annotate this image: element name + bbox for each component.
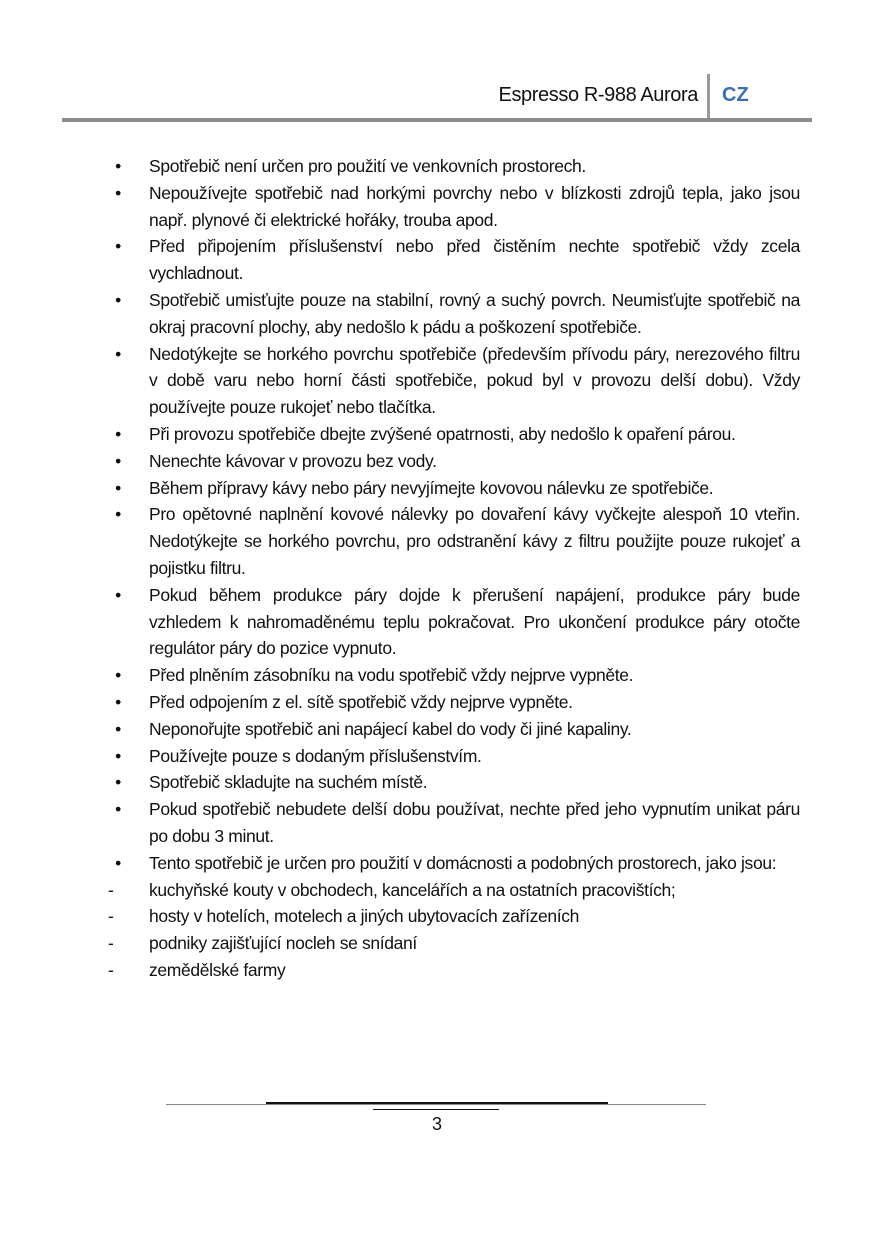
list-item-text: Pokud spotřebič nebudete delší dobu používat, nechte před jeho vypnutím unikat páru po dobu 3 minut.: [149, 799, 800, 846]
bullet-list-item: [108, 501, 800, 581]
list-item-text: Nepoužívejte spotřebič nad horkými povrchy nebo v blízkosti zdrojů tepla, jako jsou např. plynové či elektrické hořáky, trouba apod.: [149, 182, 800, 230]
list-item-text: Tento spotřebič je určen pro použití v domácnosti a podobných prostorech, jako jsou:: [149, 852, 777, 873]
list-item-text: Před připojením příslušenství nebo před čistěním nechte spotřebič vždy zcela vychladnout.: [149, 236, 800, 284]
bullet-marker: •: [115, 343, 121, 364]
bullet-list-item: [108, 475, 800, 502]
list-item-text: zemědělské farmy: [149, 959, 286, 980]
bullet-list-item: [108, 796, 800, 850]
language-code: CZ: [722, 84, 749, 106]
bullet-marker: •: [115, 423, 121, 444]
list-item-text: Při provozu spotřebiče dbejte zvýšené opatrnosti, aby nedošlo k opaření párou.: [149, 423, 736, 444]
list-item-text: kuchyňské kouty v obchodech, kancelářích a na ostatních pracovištích;: [149, 879, 676, 900]
safety-instructions-list: [108, 153, 800, 984]
document-title: Espresso R-988 Aurora: [498, 84, 698, 106]
bullet-list-item: [108, 341, 800, 421]
dash-marker: -: [108, 879, 114, 900]
bullet-marker: •: [115, 772, 121, 793]
dash-marker: -: [108, 906, 114, 927]
dash-list-item: [108, 877, 800, 904]
dash-marker: -: [108, 959, 114, 980]
bullet-marker: •: [115, 236, 121, 257]
list-item-text: podniky zajišťující nocleh se snídaní: [149, 933, 417, 954]
list-item-text: Během přípravy kávy nebo páry nevyjímejte kovovou nálevku ze spotřebiče.: [149, 477, 714, 498]
bullet-list-item: [108, 743, 800, 770]
list-item-text: Nenechte kávovar v provozu bez vody.: [149, 450, 437, 471]
dash-list-item: [108, 930, 800, 957]
list-item-text: Před plněním zásobníku na vodu spotřebič vždy nejprve vypněte.: [149, 665, 634, 686]
list-item-text: Spotřebič není určen pro použití ve venkovních prostorech.: [149, 156, 586, 176]
bullet-list-item: [108, 421, 800, 448]
bullet-list-item: [108, 153, 800, 180]
dash-marker: -: [108, 933, 114, 954]
bullet-list-item: [108, 850, 800, 877]
bullet-list-item: [108, 448, 800, 475]
bullet-marker: •: [115, 182, 121, 203]
bullet-marker: •: [115, 691, 121, 712]
list-item-text: Spotřebič umisťujte pouze na stabilní, rovný a suchý povrch. Neumisťujte spotřebič na okraj pracovní plochy, aby nedošlo k pádu a poškození spotřebiče.: [149, 289, 800, 337]
bullet-list-item: [108, 287, 800, 341]
list-item-text: Pro opětovné naplnění kovové nálevky po dovaření kávy vyčkejte alespoň 10 vteřin. Nedotýkejte se horkého povrchu, pro odstranění kávy z filtru použijte pouze rukojeť a pojistku filtru.: [149, 504, 800, 578]
bullet-marker: •: [115, 504, 121, 525]
bullet-list-item: [108, 233, 800, 287]
bullet-list-item: [108, 180, 800, 234]
header-divider: [707, 74, 710, 120]
page-number: 3: [431, 1114, 442, 1134]
footer-rule: [166, 1104, 706, 1105]
bullet-list-item: [108, 769, 800, 796]
dash-list-item: [108, 903, 800, 930]
header-rule: [62, 118, 812, 122]
list-item-text: Nedotýkejte se horkého povrchu spotřebiče (především přívodu páry, nerezového filtru v době varu nebo horní části spotřebiče, pokud byl v provozu delší dobu). Vždy používejte pouze rukojeť nebo tlačítka.: [149, 343, 800, 418]
list-item-text: Používejte pouze s dodaným příslušenstvím.: [149, 745, 482, 766]
bullet-marker: •: [115, 745, 121, 766]
bullet-marker: •: [115, 289, 121, 310]
list-item-text: Před odpojením z el. sítě spotřebič vždy nejprve vypněte.: [149, 691, 573, 712]
list-item-text: Pokud během produkce páry dojde k přerušení napájení, produkce páry bude vzhledem k nahromaděnému teplu pokračovat. Pro ukončení produkce páry otočte regulátor páry do pozice vypnuto.: [149, 584, 800, 659]
bullet-list-item: [108, 716, 800, 743]
bullet-marker: •: [115, 156, 121, 176]
dash-list-item: [108, 957, 800, 984]
list-item-text: Spotřebič skladujte na suchém místě.: [149, 772, 428, 793]
bullet-list-item: [108, 689, 800, 716]
bullet-list-item: [108, 662, 800, 689]
bullet-marker: •: [115, 852, 121, 873]
footer-rule-short: [373, 1109, 499, 1110]
bullet-marker: •: [115, 477, 121, 498]
bullet-marker: •: [115, 718, 121, 739]
list-item-text: Neponořujte spotřebič ani napájecí kabel do vody či jiné kapaliny.: [149, 718, 632, 739]
bullet-marker: •: [115, 799, 121, 820]
list-item-text: hosty v hotelích, motelech a jiných ubytovacích zařízeních: [149, 906, 580, 927]
bullet-list-item: [108, 582, 800, 662]
bullet-marker: •: [115, 584, 121, 605]
bullet-marker: •: [115, 665, 121, 686]
footer-rule-dark: [266, 1102, 608, 1104]
bullet-marker: •: [115, 450, 121, 471]
